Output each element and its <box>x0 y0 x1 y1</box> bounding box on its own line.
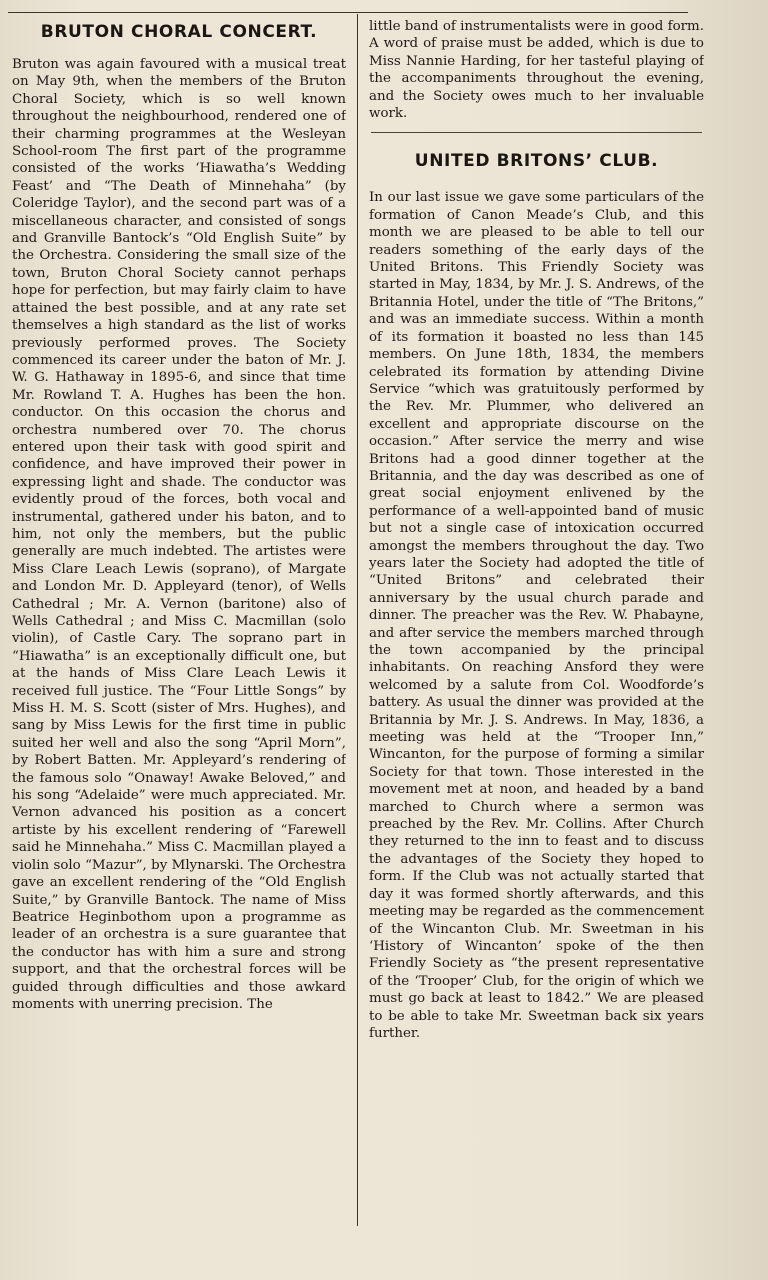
top-rule <box>8 12 688 13</box>
united-britons-club-body: In our last issue we gave some particulars of the formation of Canon Meade’s Club, and this month we are pleased to be able to tell our readers something of the early days of the United Britons. This Friendly Society was started in May, 1834, by Mr. J. S. Andrews, of the Britannia Hotel, under the title of “The Britons,” and was an immediate success. Within a month of its formation it boasted no less than 145 members. On June 18th, 1834, the members celebrated its formation by attending Divine Service “which was gratuitously performed by the Rev. Mr. Plummer, who delivered an excellent and appropriate discourse on the occasion.” After service the merry and wise Britons had a good dinner together at the Britannia, and the day was described as one of great social enjoyment enlivened by the performance of a well-appointed band of music but not a single case of intoxication occurred amongst the members throughout the day. Two years later the Society had adopted the title of “United Britons” and celebrated their anniversary by the usual church parade and dinner. The preacher was the Rev. W. Phabayne, and after service the members marched through the town accompanied by the principal inhabitants. On reaching Ansford they were welcomed by a salute from Col. Woodforde’s battery. As usual the dinner was provided at the Britannia by Mr. J. S. Andrews. In May, 1836, a meeting was held at the “Trooper Inn,” Wincanton, for the purpose of forming a similar Society for that town. Those interested in the movement met at noon, and headed by a band marched to Church where a sermon was preached by the Rev. Mr. Collins. After Church they returned to the inn to feast and to discuss the advantages of the Society they hoped to form. If the Club was not actually started that day it was formed shortly afterwards, and this meeting may be regarded as the commencement of the Wincanton Club. Mr. Sweetman in his ‘History of Wincanton’ spoke of the then Friendly Society as “the present representative of the ‘Trooper’ Club, for the origin of which we must go back at least to 1842.” We are pleased to be able to take Mr. Sweetman back six years further. <box>369 190 704 1041</box>
united-britons-club-heading: UNITED BRITONS’ CLUB. <box>414 151 659 172</box>
bruton-choral-concert-body: Bruton was again favoured with a musical treat on May 9th, when the members of the Bruton Choral Society, which is so well known throughout the neighbourhood, rendered one of their charming programmes at the Wesleyan School-room The first part of the programme consisted of the works ‘Hiawatha’s Wedding Feast’ and “The Death of Minnehaha” (by Coleridge Taylor), and the second part was of a miscellaneous character, and consisted of songs and Granville Bantock’s “Old English Suite” by the Orchestra. Considering the small size of the town, Bruton Choral Society cannot perhaps hope for perfection, but may fairly claim to have attained the best possible, and at any rate set themselves a high standard as the list of works previously performed proves. The Society commenced its career under the baton of Mr. J. W. G. Hathaway in 1895-6, and since that time Mr. Rowland T. A. Hughes has been the hon. conductor. On this occasion the chorus and orchestra numbered over 70. The chorus entered upon their task with good spirit and confidence, and have improved their power in expressing light and shade. The conductor was evidently proud of the forces, both vocal and instrumental, gathered under his baton, and to him, not only the members, but the public generally are much indebted. The artistes were Miss Clare Leach Lewis (soprano), of Margate and London Mr. D. Appleyard (tenor), of Wells Cathedral ; Mr. A. Vernon (baritone) also of Wells Cathedral ; and Miss C. Macmillan (solo violin), of Castle Cary. The soprano part in “Hiawatha” is an exceptionally difficult one, but at the hands of Miss Clare Leach Lewis it received full justice. The “Four Little Songs” by Miss H. M. S. Scott (sister of Mrs. Hughes), and sang by Miss Lewis for the first time in public suited her well and also the song “April Morn”, by Robert Batten. Mr. Appleyard’s rendering of the famous solo “Onaway! Awake Beloved,” and his song “Adelaide” were much appreciated. Mr. Vernon advanced his position as a concert artiste by his excellent rendering of “Farewell said he Minnehaha.” Miss C. Macmillan played a violin solo “Mazur”, by Mlynarski. The Orchestra gave an excellent rendering of the “Old English Suite,” by Granville Bantock. The name of Miss Beatrice Heginbothom upon a programme as leader of an orchestra is a sure guarantee that the conductor has with him a sure and strong support, and that the orchestral forces will be guided through difficulties and those awkard moments with unerring precision. The <box>12 57 346 1012</box>
left-column <box>12 18 346 1208</box>
concert-continuation-text: little band of instrumentalists were in good form. A word of praise must be added, which is due to Miss Nannie Harding, for her tasteful playing of the accompaniments throughout the evening, and the Society owes much to her invaluable work. <box>369 19 704 122</box>
section-rule <box>371 132 702 133</box>
right-column <box>369 18 704 1218</box>
bruton-choral-concert-heading: BRUTON CHORAL CONCERT. <box>40 22 318 42</box>
column-divider <box>357 14 358 1226</box>
